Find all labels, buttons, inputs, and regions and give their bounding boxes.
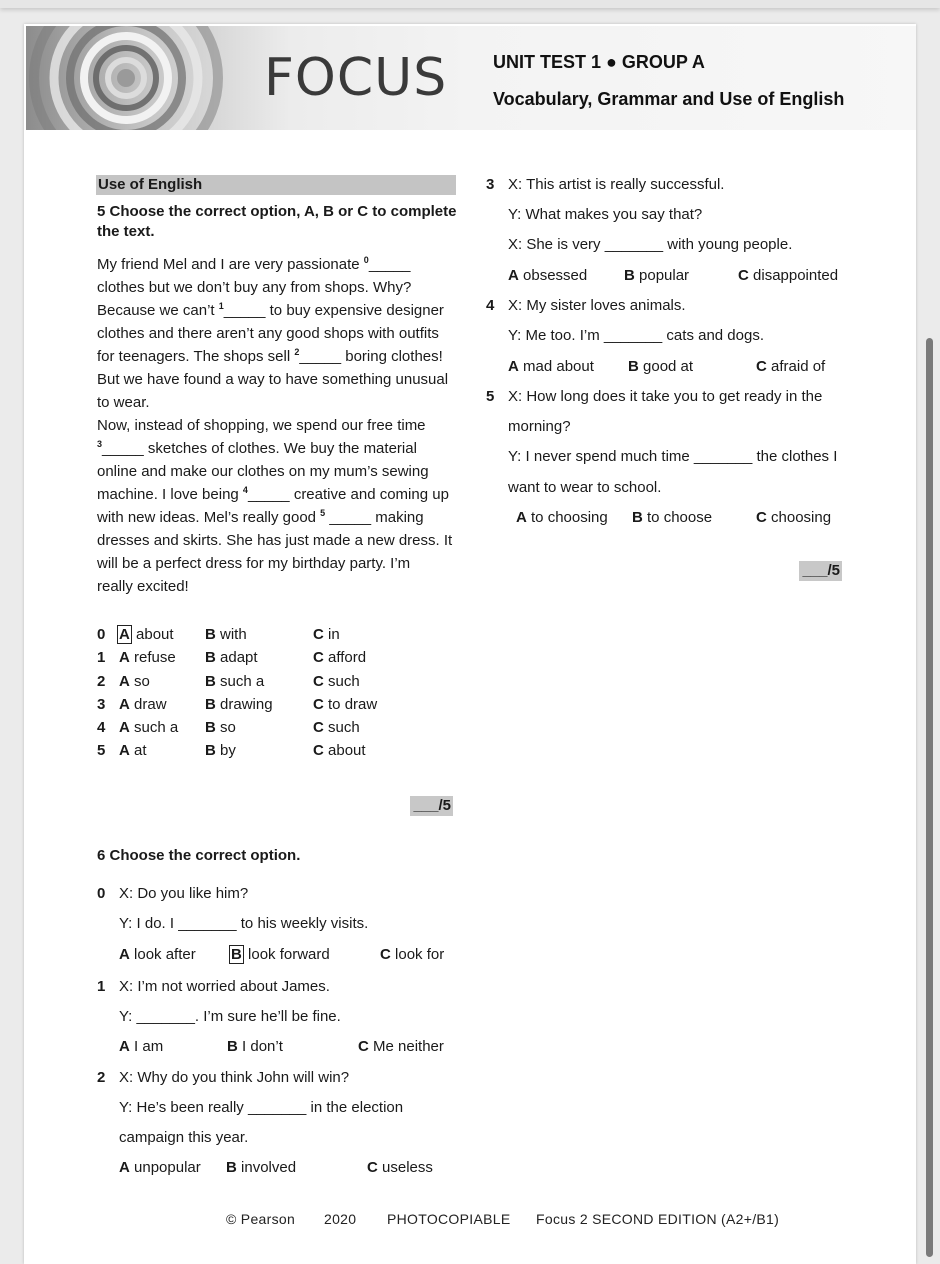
text-line: online and make our clothes on my mum’s sewing xyxy=(97,463,429,480)
option-c: C such xyxy=(313,673,360,690)
question-number: 4 xyxy=(486,297,495,314)
question-2-y-cont: campaign this year. xyxy=(119,1129,249,1146)
gap-number: 2 xyxy=(294,347,300,357)
gap-number: 0 xyxy=(363,255,369,265)
footer-photocopiable: PHOTOCOPIABLE xyxy=(387,1211,511,1227)
question-3-y: Y: What makes you say that? xyxy=(508,206,703,223)
question-text: X: How long does it take you to get ready in the xyxy=(508,388,823,405)
option-c: C in xyxy=(313,626,340,643)
question-text: X: This artist is really successful. xyxy=(508,176,725,193)
text-line: really excited! xyxy=(97,578,189,595)
footer-copyright: © Pearson xyxy=(226,1211,296,1227)
option-number: 0 xyxy=(97,626,106,643)
gap-number: 3 xyxy=(97,439,103,449)
question-0-option-a: A look after xyxy=(119,946,196,963)
section5-score-box: ___/5 xyxy=(410,796,453,816)
question-0-option-c: C look for xyxy=(380,946,445,963)
question-number: 3 xyxy=(486,176,495,193)
document-page xyxy=(24,24,916,1264)
option-c: C afford xyxy=(313,649,367,666)
text-line: will be a perfect dress for my birthday party. I’m xyxy=(97,555,411,572)
option-a: A about xyxy=(119,626,174,643)
option-c: C such xyxy=(313,719,360,736)
option-b: B by xyxy=(205,742,236,759)
question-2-option-b: B involved xyxy=(226,1159,297,1176)
option-number: 1 xyxy=(97,649,106,666)
question-5-x-cont: morning? xyxy=(508,418,571,435)
gap-number: 1 xyxy=(218,301,224,311)
option-b: B with xyxy=(205,626,247,643)
option-number: 4 xyxy=(97,719,106,736)
option-c: C to draw xyxy=(313,696,378,713)
text-line: with new ideas. Mel’s really good $^5$ _____ making xyxy=(97,508,424,526)
option-a: A refuse xyxy=(119,649,176,666)
question-4-y: Y: Me too. I’m _______ cats and dogs. xyxy=(508,327,764,344)
question-2-option-a: A unpopular xyxy=(119,1159,201,1176)
question-5-option-b: B to choose xyxy=(632,509,713,526)
question-1-y: Y: _______. I’m sure he’ll be fine. xyxy=(119,1008,341,1025)
option-b: B so xyxy=(205,719,236,736)
top-shadow-bar xyxy=(0,0,940,8)
option-c: C about xyxy=(313,742,366,759)
section-header: Use of English xyxy=(96,175,456,195)
question-number: 5 xyxy=(486,388,495,405)
section6-score-box: ___/5 xyxy=(799,561,842,581)
option-b: B such a xyxy=(205,673,265,690)
footer-edition: Focus 2 SECOND EDITION (A2+/B1) xyxy=(536,1211,780,1227)
question-0-y: Y: I do. I _______ to his weekly visits. xyxy=(119,915,369,932)
option-b: B adapt xyxy=(205,649,258,666)
question-3-option-c: C disappointed xyxy=(738,267,839,284)
question-1-option-c: C Me neither xyxy=(358,1038,444,1055)
question-3-option-a: A obsessed xyxy=(508,267,588,284)
question-0-option-b: B look forward xyxy=(231,946,330,963)
question-5-y-cont: want to wear to school. xyxy=(508,479,662,496)
text-line: for teenagers. The shops sell $^2$_____ boring clothes! xyxy=(97,347,443,365)
question-4-option-b: B good at xyxy=(628,358,694,375)
question-text: X: I’m not worried about James. xyxy=(119,978,330,995)
text-line: clothes and there aren’t any good shops with outfits xyxy=(97,325,439,342)
text-line: machine. I love being $^4$_____ creative and coming up xyxy=(97,485,449,503)
text-line: Because we can’t $^1$_____ to buy expensive designer xyxy=(97,301,444,319)
question-3-option-b: B popular xyxy=(624,267,690,284)
header-banner xyxy=(26,26,466,130)
question-4-option-c: C afraid of xyxy=(756,358,826,375)
text-line: My friend Mel and I are very passionate $^0$_____ xyxy=(97,255,411,273)
option-number: 2 xyxy=(97,673,106,690)
question-number: 1 xyxy=(97,978,106,995)
option-b: B drawing xyxy=(205,696,273,713)
question-number: 0 xyxy=(97,885,106,902)
focus-logo: FOCUS xyxy=(264,48,448,108)
section5-instruction-line2: the text. xyxy=(97,223,155,240)
question-5-option-a: A to choosing xyxy=(516,509,608,526)
section5-instruction-line1: 5 Choose the correct option, A, B or C to complete xyxy=(97,203,457,220)
text-line: dresses and skirts. She has just made a new dress. It xyxy=(97,532,453,549)
question-4-option-a: A mad about xyxy=(508,358,594,375)
question-1-option-a: A I am xyxy=(119,1038,164,1055)
question-2-y: Y: He’s been really _______ in the election xyxy=(119,1099,404,1116)
question-2-option-c: C useless xyxy=(367,1159,433,1176)
text-line: to wear. xyxy=(97,394,150,411)
option-a: A so xyxy=(119,673,150,690)
option-number: 5 xyxy=(97,742,106,759)
question-5-y: Y: I never spend much time _______ the clothes I xyxy=(508,448,838,465)
section5-text xyxy=(97,253,459,598)
question-1-option-b: B I don’t xyxy=(227,1038,283,1055)
question-3-x2: X: She is very _______ with young people. xyxy=(508,236,793,253)
text-line: But we have found a way to have something unusual xyxy=(97,371,449,388)
unit-subtitle: Vocabulary, Grammar and Use of English xyxy=(493,89,845,109)
gap-number: 5 xyxy=(320,508,326,518)
question-number: 2 xyxy=(97,1069,106,1086)
question-text: X: Do you like him? xyxy=(119,885,249,902)
question-5-option-c: C choosing xyxy=(756,509,832,526)
text-line: clothes but we don’t buy any from shops. Why? xyxy=(97,279,412,296)
question-text: X: My sister loves animals. xyxy=(508,297,686,314)
question-text: X: Why do you think John will win? xyxy=(119,1069,350,1086)
text-line: Now, instead of shopping, we spend our free time xyxy=(97,417,426,434)
footer-year: 2020 xyxy=(324,1211,357,1227)
header-title-area xyxy=(466,26,916,130)
option-number: 3 xyxy=(97,696,106,713)
text-line: $^3$_____ sketches of clothes. We buy the material xyxy=(97,439,417,457)
section6-instruction: 6 Choose the correct option. xyxy=(97,847,301,864)
unit-title: UNIT TEST 1 ● GROUP A xyxy=(493,52,705,72)
scrollbar-thumb[interactable] xyxy=(926,338,933,1257)
option-a: A at xyxy=(119,742,147,759)
gap-number: 4 xyxy=(242,485,248,495)
option-a: A such a xyxy=(119,719,179,736)
option-a: A draw xyxy=(119,696,167,713)
